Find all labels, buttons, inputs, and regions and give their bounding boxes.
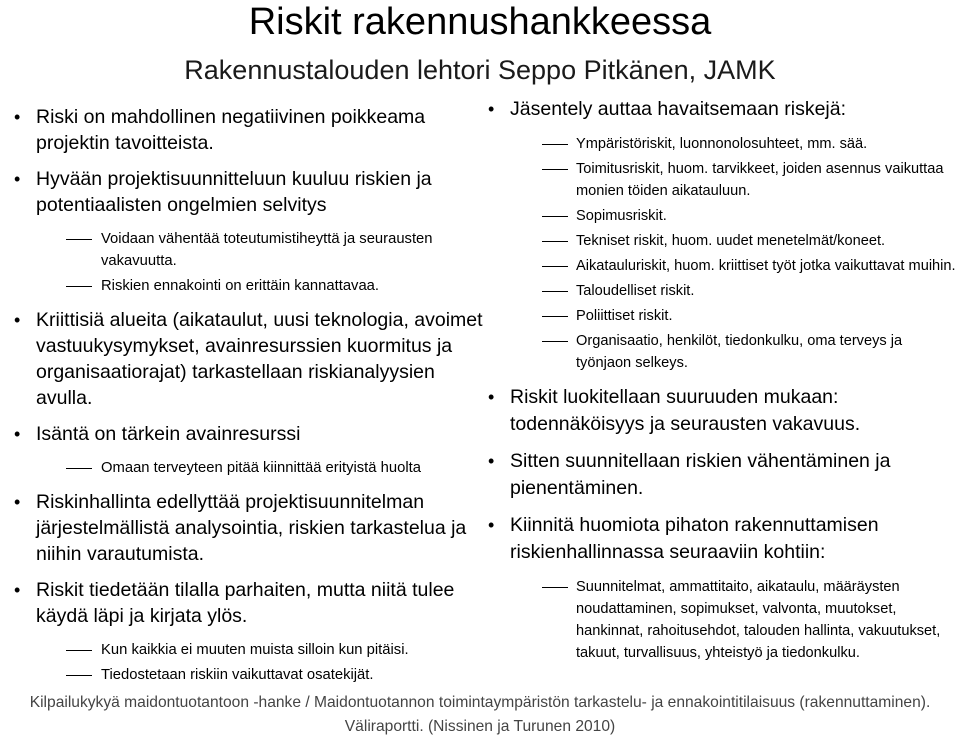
- dash-icon: [66, 468, 92, 469]
- dash-icon: [66, 650, 92, 651]
- dash-icon: [542, 291, 568, 292]
- bullet-text: Kriittisiä alueita (aikataulut, uusi teknologia, avoimet vastuukysymykset, avainresurssien kuormitus ja organisaatiorajat) tarkastellaan riskianalyysien avulla.: [36, 309, 483, 409]
- dash-icon: [542, 241, 568, 242]
- sub-bullet-text: Suunnitelmat, ammattitaito, aikataulu, määräysten noudattaminen, sopimukset, valvonta, muutokset, hankinnat, rahoitusehdot, talouden hallinta, vakuutukset, takuut, turvallisuus, yhteistyö ja tiedonkulku.: [576, 579, 941, 661]
- bullet-item: [14, 104, 484, 156]
- bullet-text: Jäsentely auttaa havaitsemaan riskejä:: [510, 98, 847, 120]
- sub-bullet-item: [488, 280, 960, 302]
- sub-bullet-text: Organisaatio, henkilöt, tiedonkulku, oma terveys ja työnjaon selkeys.: [576, 333, 903, 371]
- bullet-dot-icon: •: [14, 310, 21, 330]
- sub-bullet-item: [488, 158, 960, 202]
- bullet-dot-icon: •: [488, 99, 495, 119]
- sub-bullet-text: Omaan terveyteen pitää kiinnittää erityistä huolta: [101, 460, 421, 476]
- bullet-dot-icon: •: [14, 580, 21, 600]
- bullet-dot-icon: •: [14, 107, 21, 127]
- bullet-item: [488, 512, 960, 566]
- bullet-dot-icon: •: [488, 515, 495, 535]
- dash-icon: [542, 266, 568, 267]
- slide-title: Riskit rakennushankkeessa: [248, 1, 712, 43]
- sub-bullet-text: Taloudelliset riskit.: [576, 283, 695, 299]
- bullet-item: [488, 448, 960, 502]
- dash-icon: [542, 316, 568, 317]
- sub-bullet-text: Tekniset riskit, huom. uudet menetelmät/koneet.: [576, 233, 886, 249]
- bullet-text: Riski on mahdollinen negatiivinen poikkeama projektin tavoitteista.: [36, 106, 426, 154]
- dash-icon: [542, 144, 568, 145]
- dash-icon: [66, 675, 92, 676]
- dash-icon: [66, 286, 92, 287]
- sub-bullet-text: Sopimusriskit.: [576, 208, 667, 224]
- bullet-text: Riskit luokitellaan suuruuden mukaan: todennäköisyys ja seurausten vakavuus.: [510, 386, 861, 435]
- bullet-item: [14, 489, 484, 567]
- sub-bullet-item: [488, 305, 960, 327]
- slide-subtitle: Rakennustalouden lehtori Seppo Pitkänen, JAMK: [184, 55, 776, 85]
- sub-bullet-item: [488, 255, 960, 277]
- sub-bullet-item: [14, 275, 484, 297]
- left-column: [14, 104, 484, 696]
- sub-bullet-text: Riskien ennakointi on erittäin kannattavaa.: [101, 278, 380, 294]
- bullet-item: [14, 307, 484, 411]
- sub-bullet-item: [488, 230, 960, 252]
- sub-bullet-item: [14, 228, 484, 272]
- dash-icon: [66, 239, 92, 240]
- sub-bullet-text: Voidaan vähentää toteutumistiheyttä ja seurausten vakavuutta.: [101, 231, 433, 269]
- bullet-item: [14, 577, 484, 629]
- dash-icon: [542, 341, 568, 342]
- sub-bullet-text: Toimitusriskit, huom. tarvikkeet, joiden asennus vaikuttaa monien töiden aikatauluun.: [576, 161, 944, 199]
- sub-bullet-item: [488, 205, 960, 227]
- dash-icon: [542, 169, 568, 170]
- bullet-text: Sitten suunnitellaan riskien vähentäminen ja pienentäminen.: [510, 450, 891, 499]
- sub-bullet-text: Aikatauluriskit, huom. kriittiset työt jotka vaikuttavat muihin.: [576, 258, 956, 274]
- sub-bullet-text: Poliittiset riskit.: [576, 308, 673, 324]
- right-column: [488, 96, 960, 674]
- bullet-text: Riskit tiedetään tilalla parhaiten, mutta niitä tulee käydä läpi ja kirjata ylös.: [36, 579, 455, 627]
- sub-bullet-item: [488, 133, 960, 155]
- bullet-text: Riskinhallinta edellyttää projektisuunnitelman järjestelmällistä analysointia, riskien tarkastelua ja niihin varautumista.: [36, 491, 467, 565]
- sub-bullet-item: [14, 457, 484, 479]
- sub-bullet-item: [14, 639, 484, 661]
- bullet-dot-icon: •: [14, 424, 21, 444]
- bullet-item: [14, 421, 484, 447]
- dash-icon: [542, 216, 568, 217]
- bullet-text: Isäntä on tärkein avainresurssi: [36, 423, 301, 445]
- bullet-item: [488, 96, 960, 123]
- bullet-item: [14, 166, 484, 218]
- sub-bullet-text: Ympäristöriskit, luonnonolosuhteet, mm. sää.: [576, 136, 868, 152]
- bullet-dot-icon: •: [14, 492, 21, 512]
- sub-bullet-text: Kun kaikkia ei muuten muista silloin kun pitäisi.: [101, 642, 409, 658]
- dash-icon: [542, 587, 568, 588]
- sub-bullet-item: [488, 330, 960, 374]
- bullet-dot-icon: •: [488, 387, 495, 407]
- sub-bullet-item: [14, 664, 484, 686]
- bullet-text: Kiinnitä huomiota pihaton rakennuttamisen riskienhallinnassa seuraaviin kohtiin:: [510, 514, 879, 563]
- sub-bullet-item: [488, 576, 960, 664]
- footer-source: Kilpailukykyä maidontuotantoon -hanke / Maidontuotannon toimintaympäristön tarkastelu- ja ennakointitilaisuus (rakennuttaminen). Väliraportti. (Nissinen ja Turunen 2010): [29, 694, 931, 735]
- sub-bullet-text: Tiedostetaan riskiin vaikuttavat osatekijät.: [101, 667, 374, 683]
- bullet-dot-icon: •: [14, 169, 21, 189]
- bullet-item: [488, 384, 960, 438]
- bullet-text: Hyvään projektisuunnitteluun kuuluu riskien ja potentiaalisten ongelmien selvitys: [36, 168, 432, 216]
- bullet-dot-icon: •: [488, 451, 495, 471]
